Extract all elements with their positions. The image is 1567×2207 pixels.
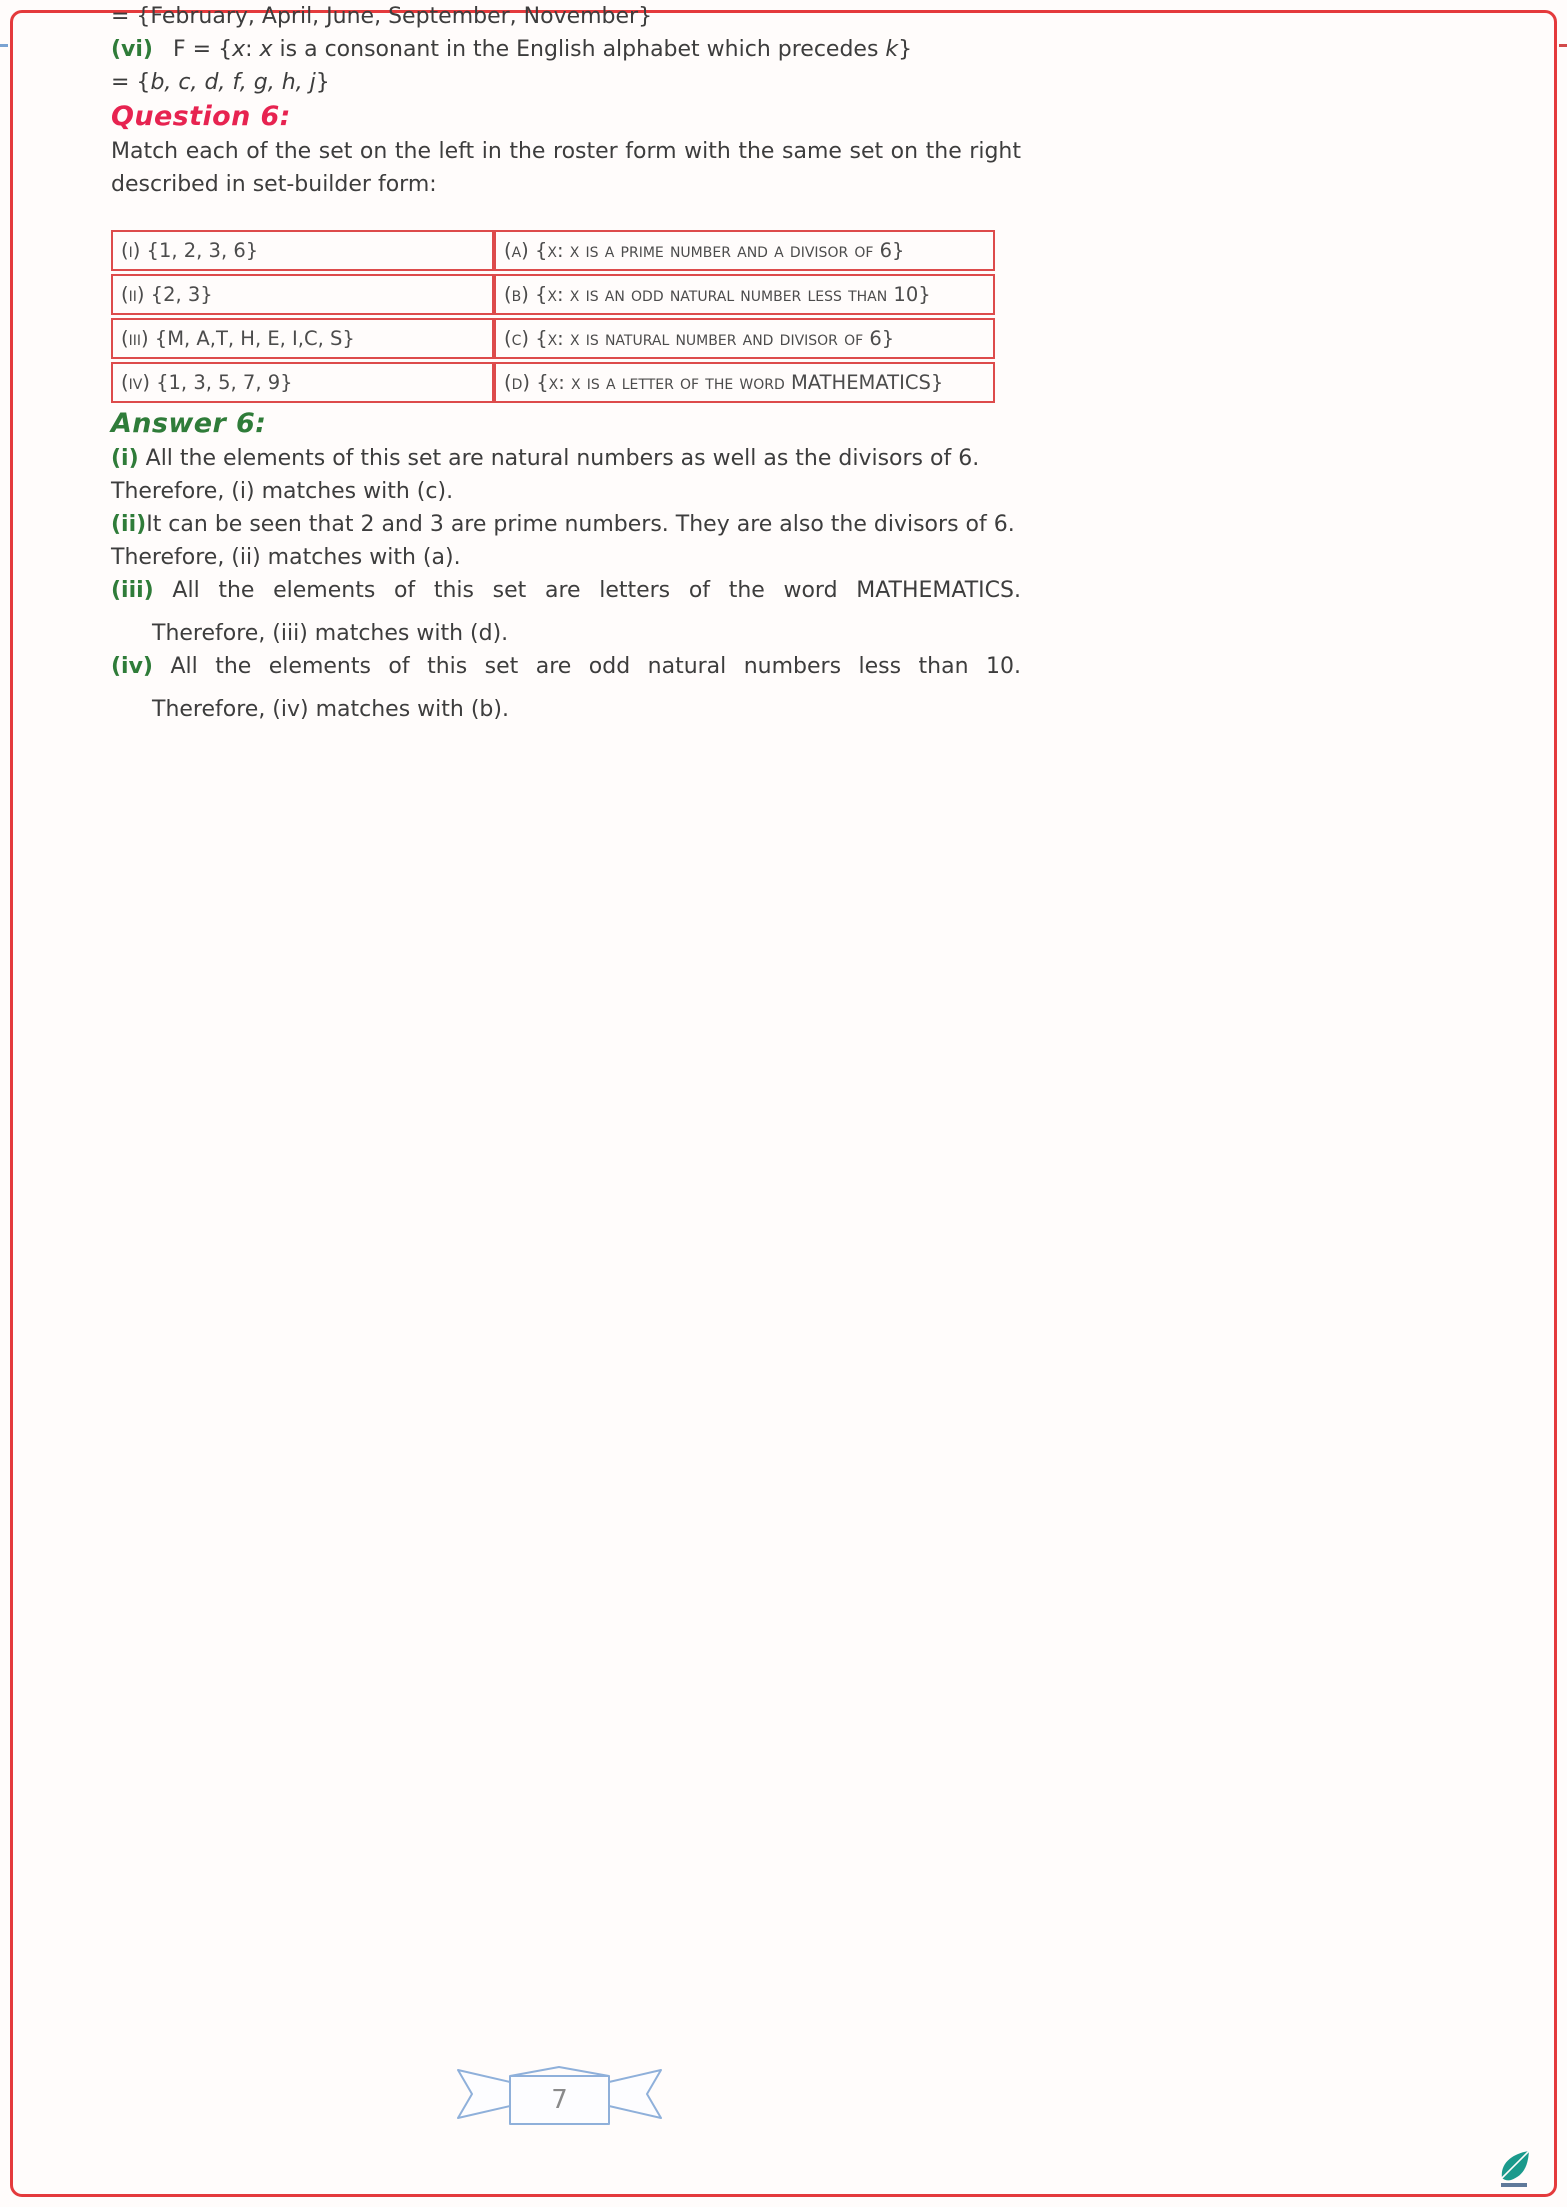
roster-cell: (iii) {M, A,T, H, E, I,C, S} xyxy=(111,318,494,359)
answer-item-iv-conclusion: Therefore, (iv) matches with (b). xyxy=(152,697,509,722)
answer-item-iii-label: (iii) xyxy=(111,578,154,603)
answer-item-iii-conclusion: Therefore, (iii) matches with (d). xyxy=(152,621,509,646)
answer-item-iii-text: All the elements of this set are letters of the word MATHEMATICS. xyxy=(153,578,1021,603)
answer-item-iv-label: (iv) xyxy=(111,654,153,679)
publisher-logo-icon xyxy=(1495,2147,1539,2191)
set-e-roster-line: = {February, April, June, September, November} xyxy=(111,4,653,29)
item-vi-roster-line: = {b, c, d, f, g, h, j} xyxy=(111,70,330,95)
table-row xyxy=(111,230,995,271)
crop-mark-left xyxy=(0,44,8,47)
builder-cell: (d) {x: x is a letter of the word MATHEMATICS} xyxy=(494,362,995,403)
item-vi-label: (vi) xyxy=(111,37,153,62)
table-row xyxy=(111,318,995,359)
crop-mark-right xyxy=(1559,44,1567,47)
answer-heading: Answer 6: xyxy=(111,408,267,439)
answer-item-i-label: (i) xyxy=(111,446,139,471)
roster-cell: (iv) {1, 3, 5, 7, 9} xyxy=(111,362,494,403)
answer-item-iv xyxy=(111,650,1021,683)
answer-item-ii xyxy=(111,508,1021,541)
roster-cell: (i) {1, 2, 3, 6} xyxy=(111,230,494,271)
match-table xyxy=(111,227,995,406)
answer-item-iii xyxy=(111,574,1021,607)
builder-cell: (a) {x: x is a prime number and a divisor of 6} xyxy=(494,230,995,271)
builder-cell: (b) {x: x is an odd natural number less than 10} xyxy=(494,274,995,315)
item-vi-line xyxy=(111,33,1021,66)
item-vi-text: F = {x: x is a consonant in the English alphabet which precedes k} xyxy=(173,37,913,62)
page-number-ribbon xyxy=(452,2056,667,2134)
roster-cell: (ii) {2, 3} xyxy=(111,274,494,315)
answer-item-i xyxy=(111,442,1021,475)
question-prompt: Match each of the set on the left in the roster form with the same set on the right described in set-builder form: xyxy=(111,139,1021,197)
page-content xyxy=(111,0,1021,726)
answer-item-i-text: All the elements of this set are natural numbers as well as the divisors of 6. xyxy=(138,446,980,471)
table-row xyxy=(111,362,995,403)
question-heading: Question 6: xyxy=(111,101,291,132)
table-row xyxy=(111,274,995,315)
answer-item-i-conclusion: Therefore, (i) matches with (c). xyxy=(111,479,454,504)
page-number: 7 xyxy=(551,2085,568,2115)
builder-cell: (c) {x: x is natural number and divisor of 6} xyxy=(494,318,995,359)
answer-item-ii-label: (ii) xyxy=(111,512,147,537)
answer-item-ii-conclusion: Therefore, (ii) matches with (a). xyxy=(111,545,461,570)
answer-item-iv-text: All the elements of this set are odd natural numbers less than 10. xyxy=(153,654,1021,679)
answer-item-ii-text: It can be seen that 2 and 3 are prime numbers. They are also the divisors of 6. xyxy=(146,512,1015,537)
